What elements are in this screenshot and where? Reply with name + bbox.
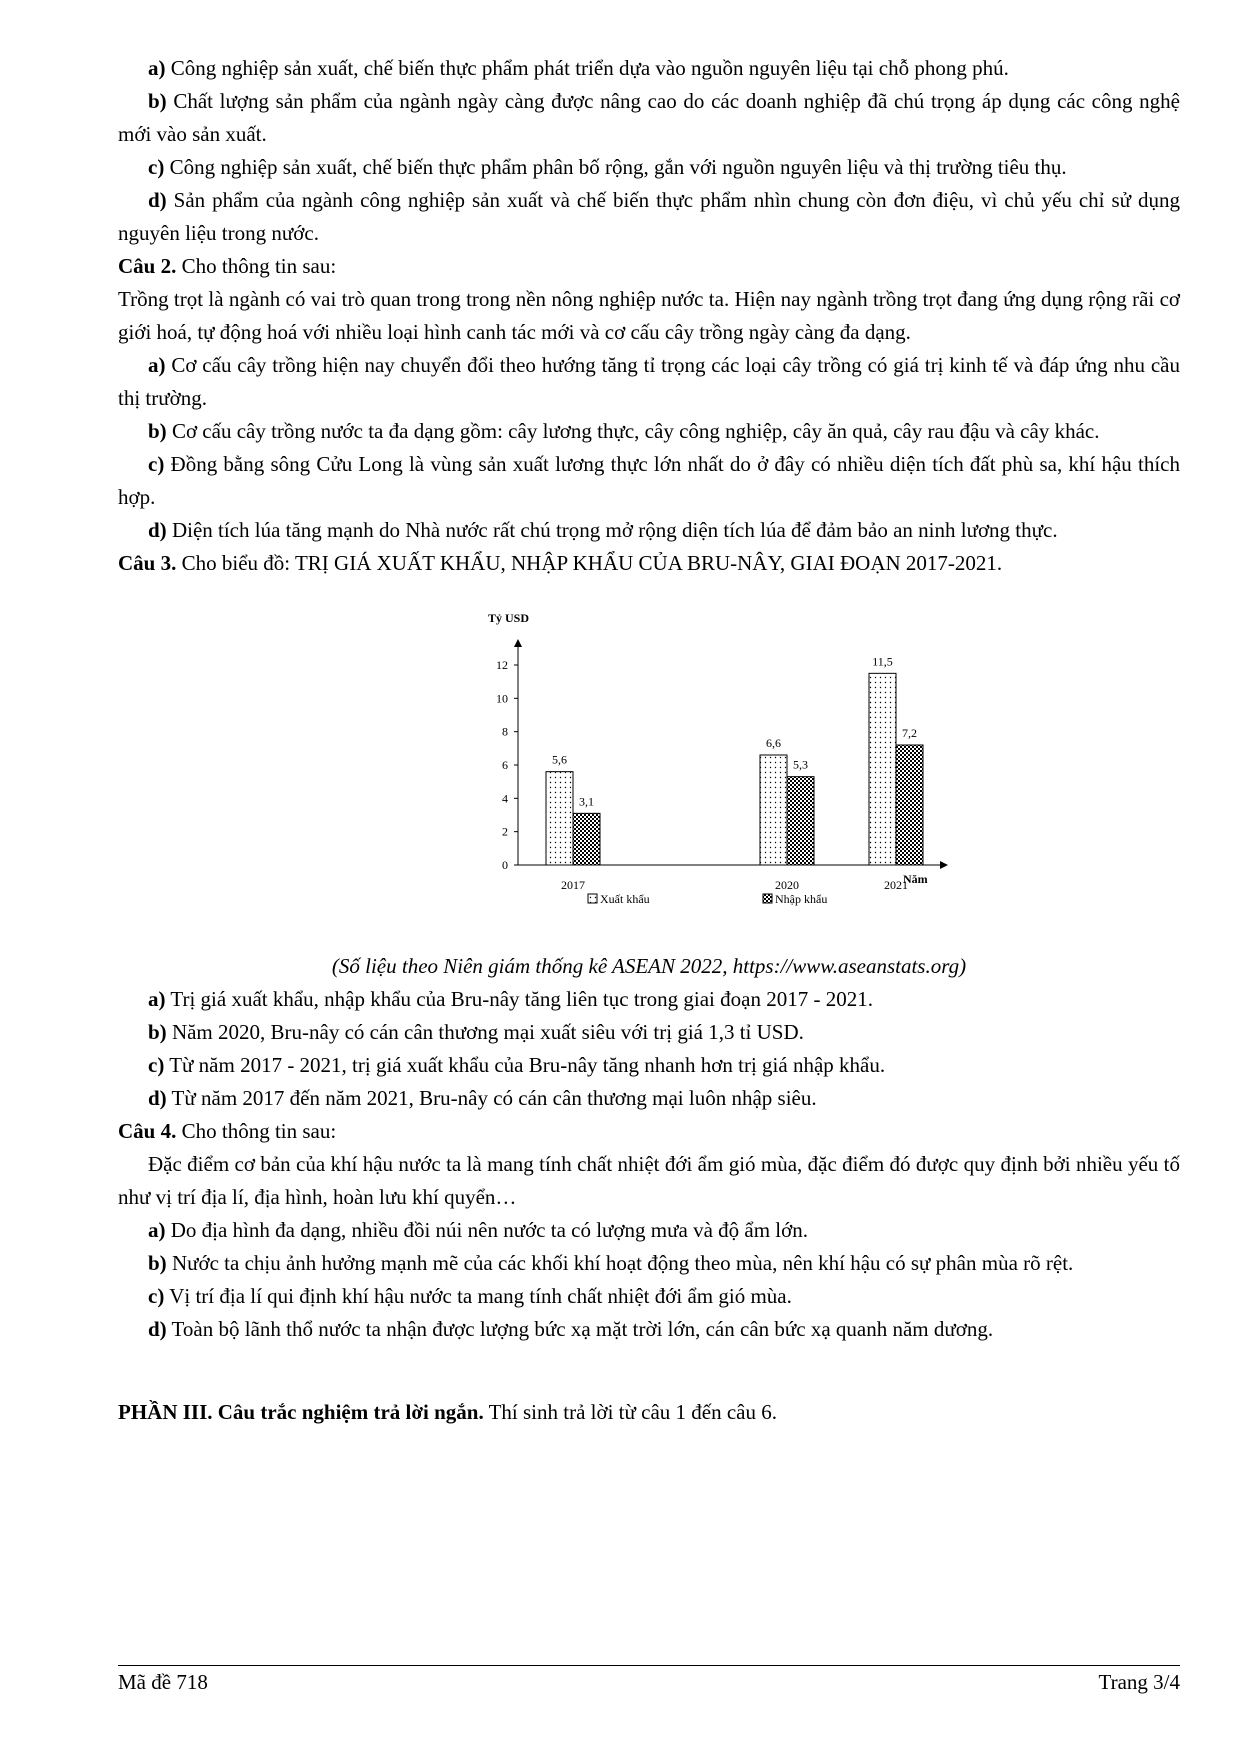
bar-import [787,777,814,865]
y-tick-label: 4 [502,791,508,806]
q3-option-d: d) Từ năm 2017 đến năm 2021, Bru-nây có cán cân thương mại luôn nhập siêu. [148,1086,817,1110]
y-tick-label: 12 [496,658,508,672]
q2-heading: Câu 2. Cho thông tin sau: [118,254,337,278]
bar-export [546,772,573,865]
q4-heading: Câu 4. Cho thông tin sau: [118,1119,337,1143]
q3-option-c: c) Từ năm 2017 - 2021, trị giá xuất khẩu của Bru-nây tăng nhanh hơn trị giá nhập khẩu. [148,1053,886,1077]
x-tick-label: 2020 [775,878,799,892]
chart-container [118,580,1180,950]
q2-info: Trồng trọt là ngành có vai trò quan trong trong nền nông nghiệp nước ta. Hiện nay ngành trồng trọt đang ứng dụng rộng rãi cơ giới hoá, tự động hoá với nhiều loại hình canh tác mới và cơ cấu cây trồng ngày càng đa dạng. [118,287,1180,344]
legend-label: Xuất khẩu [600,892,650,906]
y-tick-label: 10 [496,691,508,706]
y-tick-label: 2 [502,824,508,839]
q3-option-a: a) Trị giá xuất khẩu, nhập khẩu của Bru-nây tăng liên tục trong giai đoạn 2017 - 2021. [148,987,873,1011]
x-tick-label: 2017 [561,878,585,892]
q4-option-a: a) Do địa hình đa dạng, nhiều đồi núi nên nước ta có lượng mưa và độ ẩm lớn. [148,1218,808,1242]
x-tick-label: 2021 [884,878,908,892]
legend-label: Nhập khẩu [775,892,828,906]
data-label: 11,5 [872,654,893,669]
page-number: Trang 3/4 [1098,1670,1180,1694]
q4-option-c: c) Vị trí địa lí qui định khí hậu nước ta mang tính chất nhiệt đới ẩm gió mùa. [148,1284,792,1308]
q2-option-c: c) Đồng bằng sông Cửu Long là vùng sản xuất lương thực lớn nhất do ở đây có nhiều diện tích đất phù sa, khí hậu thích hợp. [118,452,1180,509]
data-label: 7,2 [902,726,917,740]
q1-option-b: b) Chất lượng sản phẩm của ngành ngày càng được nâng cao do các doanh nghiệp đã chú trọng áp dụng các công nghệ mới vào sản xuất. [118,89,1180,146]
data-label: 5,6 [552,752,567,767]
legend-swatch [588,894,597,903]
q1-option-a: a) Công nghiệp sản xuất, chế biến thực phẩm phát triển dựa vào nguồn nguyên liệu tại chỗ phong phú. [148,56,1009,80]
part3-heading: PHẦN III. Câu trắc nghiệm trả lời ngắn. Thí sinh trả lời từ câu 1 đến câu 6. [118,1400,778,1424]
data-label: 6,6 [766,736,781,750]
q4-option-d: d) Toàn bộ lãnh thổ nước ta nhận được lượng bức xạ mặt trời lớn, cán cân bức xạ quanh năm dương. [148,1317,994,1341]
q3-option-b: b) Năm 2020, Bru-nây có cán cân thương mại xuất siêu với trị giá 1,3 tỉ USD. [148,1020,804,1044]
legend-swatch [763,894,772,903]
q4-option-b: b) Nước ta chịu ảnh hưởng mạnh mẽ của các khối khí hoạt động theo mùa, nên khí hậu có sự phân mùa rõ rệt. [148,1251,1074,1275]
bar-import [896,745,923,865]
y-tick-label: 8 [502,724,508,739]
y-tick-label: 6 [502,758,508,772]
q1-option-c: c) Công nghiệp sản xuất, chế biến thực phẩm phân bố rộng, gắn với nguồn nguyên liệu và thị trường tiêu thụ. [148,155,1067,179]
data-label: 3,1 [579,794,594,809]
exam-code: Mã đề 718 [118,1670,208,1694]
chart-source: (Số liệu theo Niên giám thống kê ASEAN 2022, https://www.aseanstats.org) [331,954,967,978]
page-footer [118,1665,1180,1695]
data-label: 5,3 [793,757,808,772]
q1-option-d: d) Sản phẩm của ngành công nghiệp sản xuất và chế biến thực phẩm nhìn chung còn đơn điệu, vì chủ yếu chỉ sử dụng nguyên liệu trong nước. [118,188,1180,245]
x-axis-title: Năm [903,872,928,886]
page-content [118,52,1180,1429]
bar-export [760,755,787,865]
q2-option-b: b) Cơ cấu cây trồng nước ta đa dạng gồm: cây lương thực, cây công nghiệp, cây ăn quả, cây rau đậu và cây khác. [148,419,1100,443]
y-tick-label: 0 [502,858,508,872]
q2-option-d: d) Diện tích lúa tăng mạnh do Nhà nước rất chú trọng mở rộng diện tích lúa để đảm bảo an ninh lương thực. [148,518,1058,542]
q2-option-a: a) Cơ cấu cây trồng hiện nay chuyển đổi theo hướng tăng tỉ trọng các loại cây trồng có giá trị kinh tế và đáp ứng nhu cầu thị trường. [118,353,1180,410]
q3-heading: Câu 3. Cho biểu đồ: TRỊ GIÁ XUẤT KHẨU, NHẬP KHẨU CỦA BRU-NÂY, GIAI ĐOẠN 2017-2021. [118,551,1003,575]
bar-chart [398,600,928,930]
bar-export [869,673,896,865]
q4-info: Đặc điểm cơ bản của khí hậu nước ta là mang tính chất nhiệt đới ẩm gió mùa, đặc điểm đó được quy định bởi nhiều yếu tố như vị trí địa lí, địa hình, hoàn lưu khí quyển… [118,1152,1180,1209]
y-axis-title: Tỷ USD [488,611,530,625]
bar-import [573,813,600,865]
